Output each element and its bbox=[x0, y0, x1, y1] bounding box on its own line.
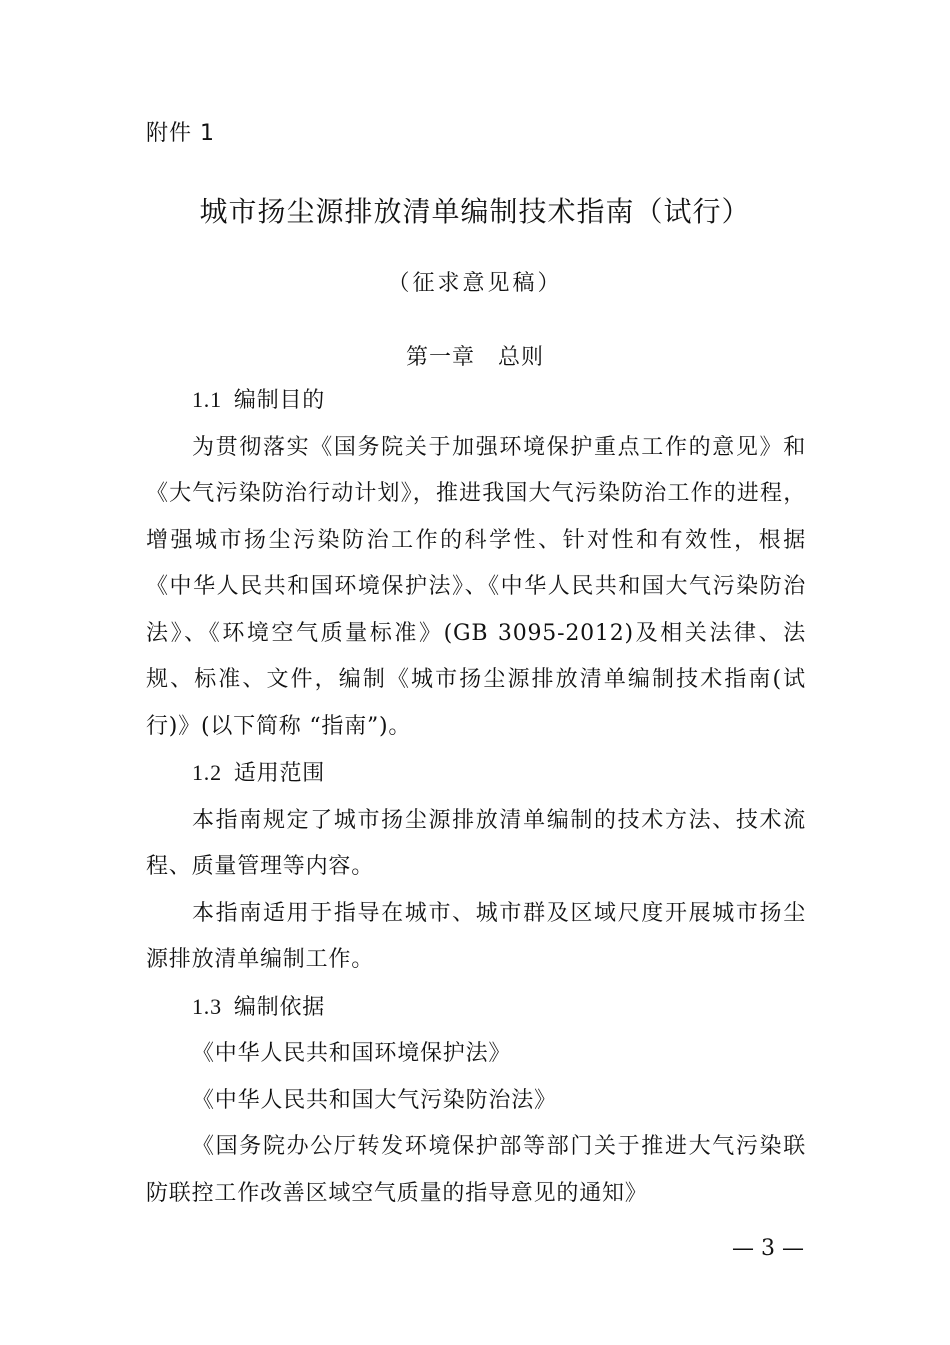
section-title: 编制依据 bbox=[233, 994, 326, 1020]
document-body bbox=[146, 377, 806, 1217]
section-heading-1-2 bbox=[146, 750, 806, 798]
basis-item: 《国务院办公厅转发环境保护部等部门关于推进大气污染联防联控工作改善区域空气质量的指导意见的通知》 bbox=[146, 1134, 806, 1206]
section-number: 1.1 bbox=[192, 387, 222, 412]
section-heading-1-1 bbox=[146, 377, 806, 425]
document-title: 城市扬尘源排放清单编制技术指南（试行） bbox=[199, 195, 751, 228]
section-title: 适用范围 bbox=[233, 761, 326, 786]
section-heading-1-3 bbox=[146, 984, 806, 1032]
paragraph-scope-1: 本指南规定了城市扬尘源排放清单编制的技术方法、技术流程、质量管理等内容。 bbox=[146, 807, 806, 879]
page-number: — 3 — bbox=[732, 1236, 804, 1261]
basis-item: 《中华人民共和国大气污染防治法》 bbox=[192, 1087, 557, 1113]
section-title: 编制目的 bbox=[233, 388, 326, 413]
paragraph-purpose: 为贯彻落实《国务院关于加强环境保护重点工作的意见》和《大气污染防治行动计划》，推进我国大气污染防治工作的进程，增强城市扬尘污染防治工作的科学性、针对性和有效性，根据《中华人民共和国环境保护法》、《中华人民共和国大气污染防治法》、《环境空气质量标准》(GB 3095-2012)及相关法律、法规、标准、文件，编制《城市扬尘源排放清单编制技术指南(试行)》(以下简称 “指南”)。 bbox=[146, 434, 806, 739]
section-number: 1.2 bbox=[192, 760, 222, 785]
document-subtitle: （征求意见稿） bbox=[387, 271, 563, 296]
chapter-heading: 第一章 总则 bbox=[405, 345, 544, 370]
basis-item: 《中华人民共和国环境保护法》 bbox=[192, 1041, 512, 1066]
paragraph-scope-2: 本指南适用于指导在城市、城市群及区域尺度开展城市扬尘源排放清单编制工作。 bbox=[146, 900, 806, 972]
attachment-label: 附件 1 bbox=[146, 121, 215, 146]
section-number: 1.3 bbox=[192, 993, 222, 1019]
